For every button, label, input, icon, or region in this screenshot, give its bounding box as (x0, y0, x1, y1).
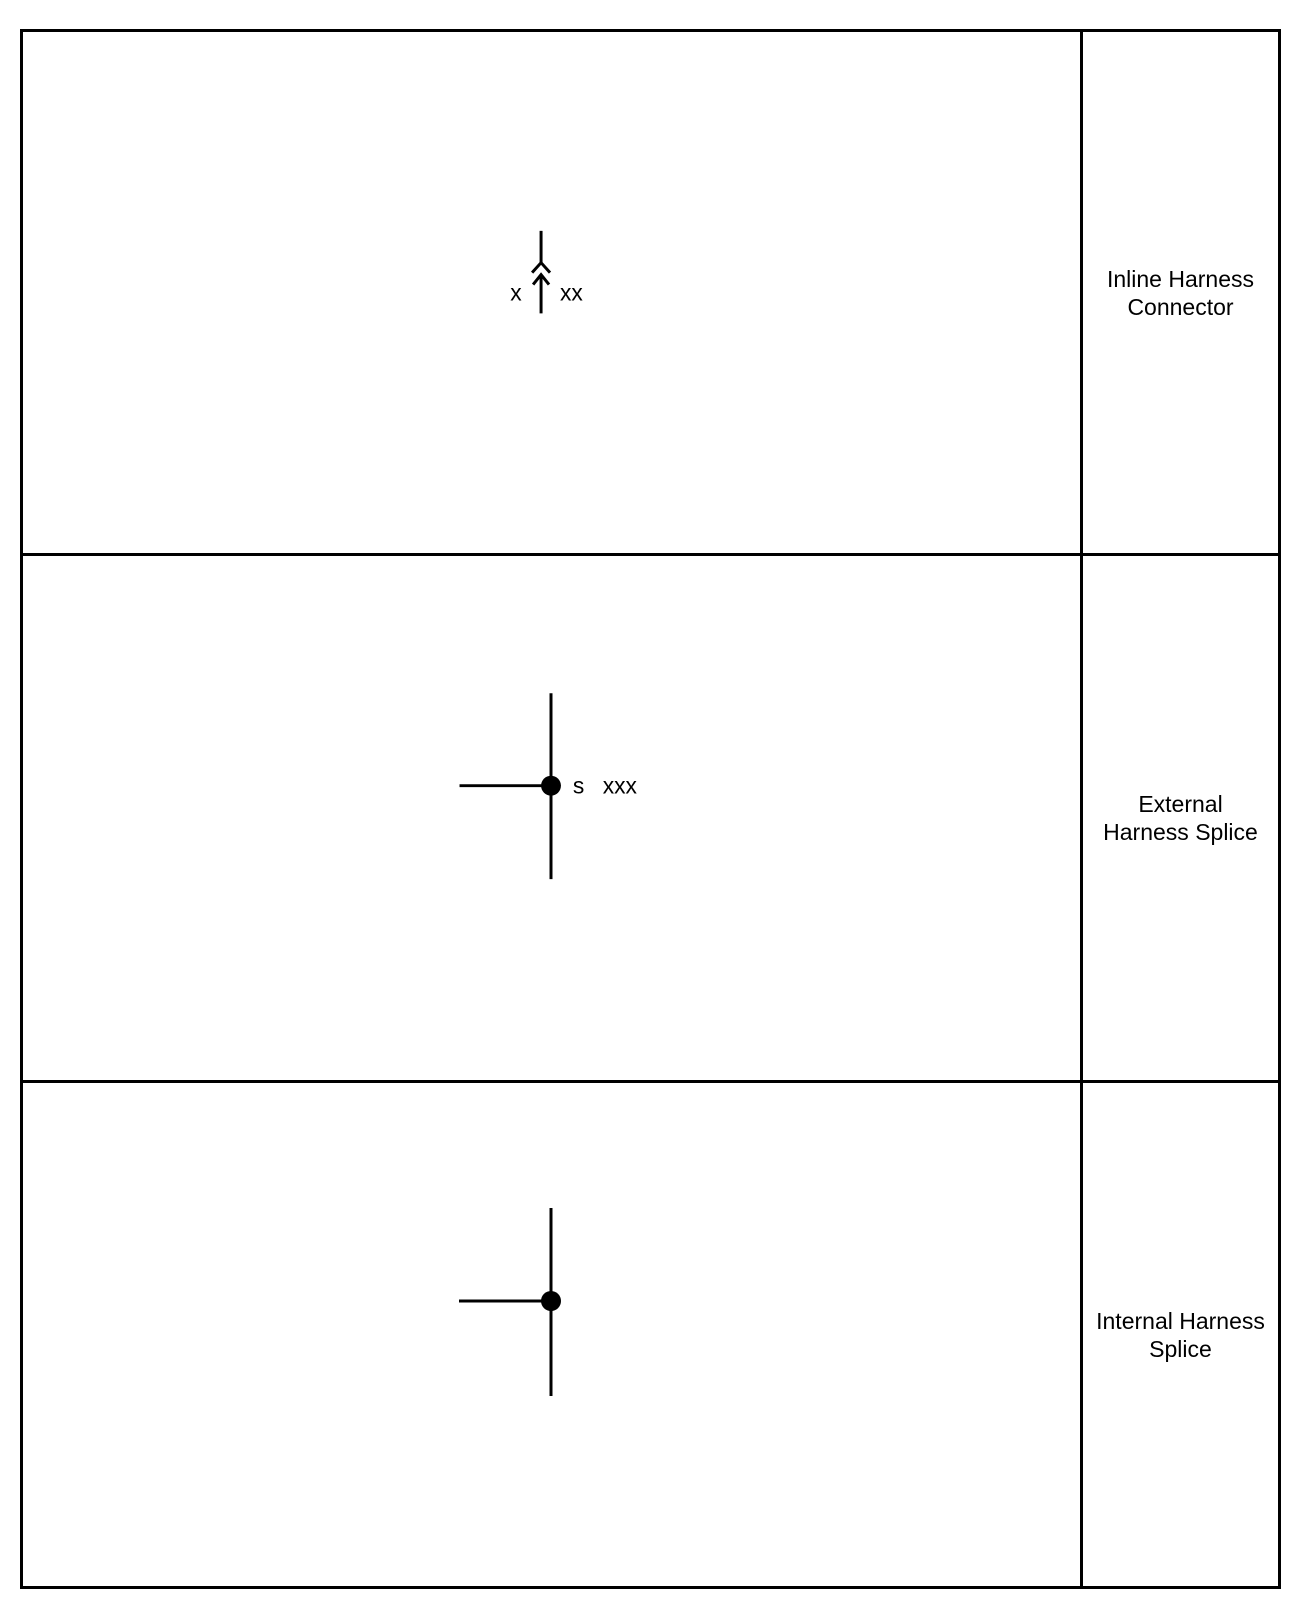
internal-splice-symbol (23, 1083, 1080, 1586)
splice-label-id: xxx (602, 772, 638, 799)
description-cell (1083, 1083, 1278, 1586)
symbol-legend-table (20, 29, 1281, 1589)
description-line-1: Inline Harness (1106, 265, 1255, 292)
description-cell (1083, 32, 1278, 553)
connector-label-right: xx (559, 279, 583, 306)
splice-label-prefix: s (572, 772, 585, 799)
splice-dot-icon (541, 1291, 561, 1311)
legend-row-internal-splice (23, 1083, 1278, 1586)
legend-row-inline-connector (23, 32, 1278, 556)
description-line-2: Harness Splice (1103, 819, 1258, 845)
symbol-cell (23, 1083, 1080, 1586)
symbol-cell (23, 32, 1080, 553)
connector-female-chevron (532, 263, 550, 273)
legend-row-external-splice (23, 556, 1278, 1083)
description-line-1: Internal Harness (1096, 1307, 1265, 1334)
description-line-2: Splice (1149, 1335, 1212, 1362)
symbol-cell (23, 556, 1080, 1080)
external-splice-symbol (23, 556, 1080, 1080)
description-cell (1083, 556, 1278, 1080)
splice-dot-icon (541, 776, 561, 796)
inline-connector-symbol (23, 32, 1080, 553)
connector-label-left: x (510, 279, 522, 306)
description-line-1: External (1138, 791, 1223, 817)
description-line-2: Connector (1127, 293, 1234, 320)
